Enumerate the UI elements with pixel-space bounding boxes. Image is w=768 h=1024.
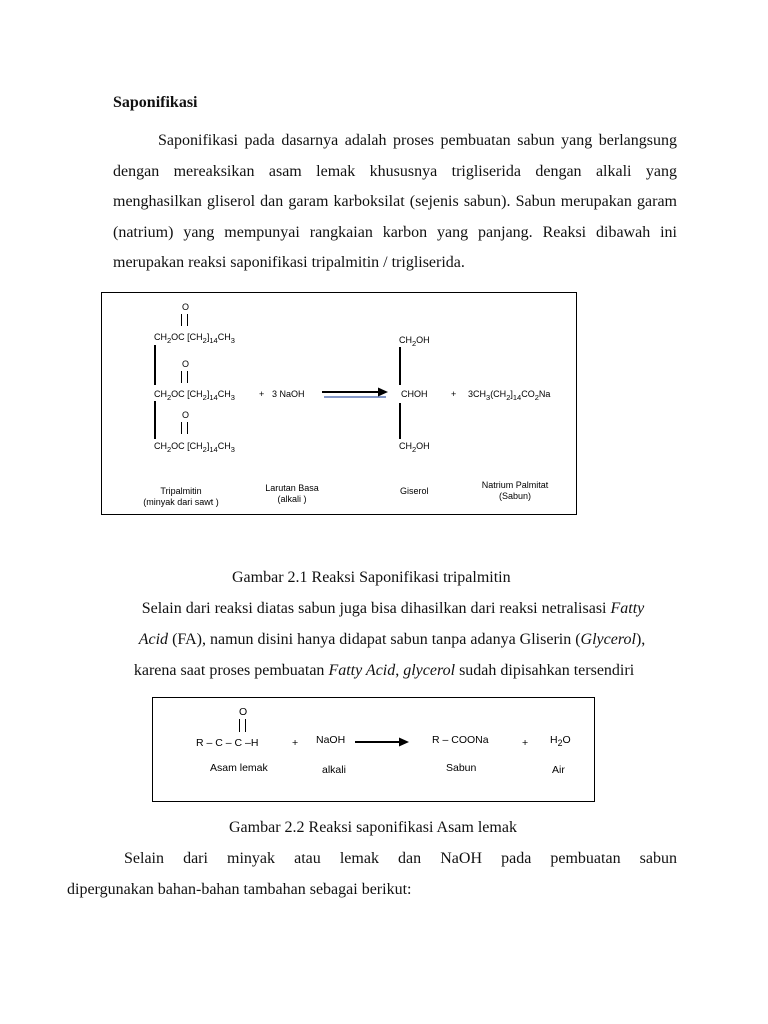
water-formula: $H_2O$ bbox=[550, 734, 571, 749]
oxygen-atom-2: O bbox=[182, 359, 190, 369]
plus-sign-1: + bbox=[259, 389, 265, 399]
glycerol-bond-1 bbox=[399, 347, 401, 385]
double-bond-2 bbox=[181, 371, 188, 383]
glycerol-ch2oh-bottom: $CH_2OH$ bbox=[399, 441, 430, 454]
section-heading: Saponifikasi bbox=[113, 94, 198, 111]
glycerol-bond-2 bbox=[399, 403, 401, 439]
middle-line-3: karena saat proses pembuatan Fatty Acid, glycerol sudah dipisahkan tersendiri bbox=[133, 662, 635, 679]
ester-group-3: $CH_2OC$ $[CH_2]_{14}CH_3$ bbox=[154, 441, 235, 454]
middle-line-1: Selain dari reaksi diatas sabun juga bisa dihasilkan dari reaksi netralisasi Fatty bbox=[141, 600, 645, 617]
closing-line-1: Selain dari minyak atau lemak dan NaOH pada pembuatan sabun bbox=[124, 850, 677, 867]
intro-paragraph bbox=[113, 126, 677, 279]
figure-fatty-acid-reaction bbox=[152, 697, 595, 802]
label-giserol: Giserol bbox=[400, 486, 429, 496]
sodium-palmitate-formula: $3CH_3(CH_2]_{14}CO_2Na$ bbox=[468, 389, 551, 402]
label-air: Air bbox=[552, 764, 565, 776]
label-alkali: alkali bbox=[322, 764, 346, 776]
double-bond-1 bbox=[181, 314, 188, 326]
reaction-arrow-fa bbox=[355, 736, 411, 748]
label-tripalmitin: Tripalmitin (minyak dari sawt ) bbox=[143, 486, 219, 507]
backbone-bond-1 bbox=[154, 345, 156, 385]
figure-tripalmitin-reaction bbox=[101, 292, 577, 515]
figure1-caption: Gambar 2.1 Reaksi Saponifikasi tripalmitin bbox=[232, 569, 511, 586]
label-sabun: Sabun bbox=[446, 762, 477, 774]
figure2-caption: Gambar 2.2 Reaksi saponifikasi Asam lemak bbox=[229, 819, 517, 836]
oxygen-atom-3: O bbox=[182, 410, 190, 420]
label-asam-lemak: Asam lemak bbox=[210, 762, 268, 774]
plus-sign-2: + bbox=[451, 389, 457, 399]
oxygen-atom-fa: O bbox=[239, 706, 248, 718]
reaction-arrow bbox=[320, 386, 390, 402]
ester-group-2: $CH_2OC$ $[CH_2]_{14}CH_3$ bbox=[154, 389, 235, 402]
naoh-fa: NaOH bbox=[316, 734, 346, 746]
backbone-bond-2 bbox=[154, 401, 156, 439]
double-bond-fa bbox=[239, 719, 246, 732]
naoh-reagent: 3 NaOH bbox=[272, 389, 305, 399]
double-bond-3 bbox=[181, 422, 188, 434]
label-larutan-basa: Larutan Basa (alkali ) bbox=[265, 483, 319, 504]
ester-group-1: $CH_2OC$ $[CH_2]_{14}CH_3$ bbox=[154, 332, 235, 345]
intro-text: Saponifikasi pada dasarnya adalah proses pembuatan sabun yang berlangsung dengan mereaksikan asam lemak khususnya trigliserida dengan alkali yang menghasilkan gliserol dan garam karboksilat (sejenis sabun). Sabun merupakan garam (natrium) yang mempunyai rangkaian karbon yang panjang. Reaksi dibawah ini merupakan reaksi saponifikasi tripalmitin / trigliserida. bbox=[113, 132, 677, 271]
oxygen-atom-1: O bbox=[182, 302, 190, 312]
glycerol-ch2oh-top: $CH_2OH$ bbox=[399, 335, 430, 348]
middle-line-2: Acid (FA), namun disini hanya didapat sabun tanpa adanya Gliserin (Glycerol), bbox=[138, 631, 646, 648]
fatty-acid-formula: R – C – C –H bbox=[196, 737, 259, 749]
soap-formula: R – COONa bbox=[432, 734, 489, 746]
plus-sign-fa-1: + bbox=[292, 737, 299, 749]
label-natrium-palmitat: Natrium Palmitat (Sabun) bbox=[481, 480, 549, 501]
plus-sign-fa-2: + bbox=[522, 737, 529, 749]
glycerol-choh: CHOH bbox=[401, 389, 428, 399]
closing-line-2: dipergunakan bahan-bahan tambahan sebagai berikut: bbox=[67, 881, 412, 898]
